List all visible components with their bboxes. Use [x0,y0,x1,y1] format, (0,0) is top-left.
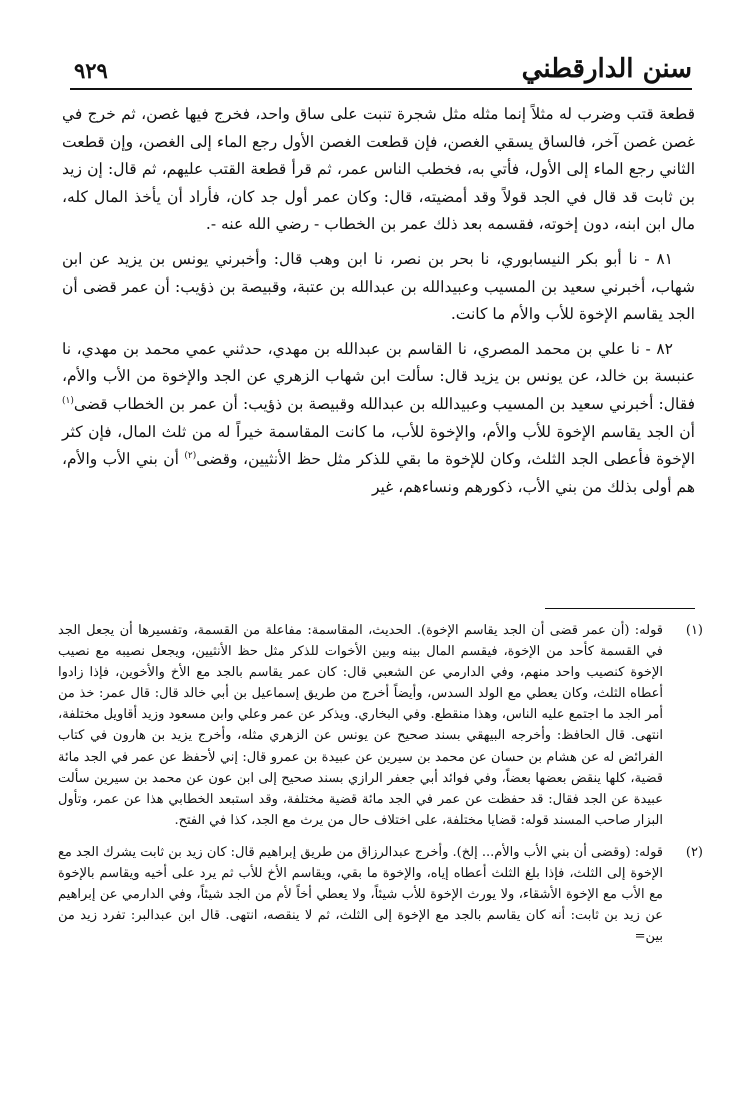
footnote [58,620,703,831]
book-title: سنن الدارقطني [521,54,692,84]
footnote-ref-1[interactable]: (١) [62,395,74,406]
page-number: ٩٢٩ [74,58,108,83]
footnote-text: قوله: (أن عمر قضى أن الجد يقاسم الإخوة). الحديث، المقاسمة: مفاعلة من القسمة، وتفسيرها أن يجعل الجد في القسمة كأحد من الإخوة، فيقسم المال بينه وبين الأخوات للذكر مثل حظ الأنثيين، ويجعل نصيبه مع نصيب الإخوة كنصيب واحد منهم، وفي الدارمي عن الشعبي قال: كان عمر يقاسم بالجد مع الأخ والأخوين، فإذا زادوا أعطاه الثلث، وكان يعطي مع الولد السدس، وأيضاً أخرج من طريق إسماعيل بن أبي خالد قال: قال عمر: خذ من أمر الجد ما اجتمع عليه الناس، وهذا منقطع. وفي البخاري. ويذكر عن عمر وعلي وابن مسعود وزيد أقاويل مختلفة، انتهى. قال الحافظ: وأخرجه البيهقي بسند صحيح عن يونس عن الزهري مثله، وأخرج يزيد بن هارون في كتاب الفرائض له عن هشام بن حسان عن محمد بن سيرين عن عبيدة بن عمرو قال: إني لأحفظ عن عمر في الجد مائة قضية، كلها ينقض بعضها بعضاً، وفي فوائد أبي جعفر الرازي بسند صحيح إلى ابن عون عن محمد بن سيرين سألت عبيدة عن الجد فقال: قد حفظت عن عمر في الجد مائة قضية مختلفة، وقد استبعد الخطابي هذا عن عمر، وتأول البزار صاحب المسند قوله: قضايا مختلفة، على اختلاف حال من يرث مع الجد، كذا في الفتح. [58,623,663,828]
footnote-ref-2[interactable]: (٢) [184,450,197,461]
hadith-82-text-3: أن بني الأب والأم، هم أولى بذلك من بني الأب، ذكورهم ونساءهم، غير [62,450,695,496]
footnote-number: (١) [685,623,703,638]
footnote-divider [545,608,695,609]
footnotes [58,620,703,947]
footnote-text: قوله: (وقضى أن بني الأب والأم... إلخ). وأخرج عبدالرزاق من طريق إبراهيم قال: كان زيد بن ثابت يشرك الجد مع الإخوة إلى الثلث، فإذا بلغ الثلث أعطاه إياه، والإخوة ما بقي، ويقاسم الأخ للأب ثم يرد على أخيه ويقاسم بالإخوة مع الأب مع الإخوة الأشقاء، ولا يورث الإخوة للأب شيئاً، ولا يعطي أخاً لأم من الجد شيئاً، وفي الدارمي عن إبراهيم عن زيد بن ثابت: أنه كان يقاسم بالجد مع الإخوة إلى الثلث، ثم لا ينقصه، انتهى. قال ابن عبدالبر: تفرد زيد من بين= [58,844,663,945]
main-text [62,101,695,501]
footnote [58,842,703,947]
header-rule [70,88,692,90]
hadith-81: ٨١ - نا أبو بكر النيسابوري، نا بحر بن نصر، نا ابن وهب قال: وأخبرني يونس بن يزيد عن ابن شهاب، أخبرني سعيد بن المسيب وعبيدالله بن عبدالله بن عتبة، وقبيصة بن ذؤيب: أن عمر قضى أن الجد يقاسم الإخوة للأب والأم ما كانت. [62,249,695,324]
hadith-82 [62,336,695,502]
paragraph-continuation: قطعة قتب وضرب له مثلاً إنما مثله مثل شجرة تنبت على ساق واحد، فخرج فيها غصن، ثم خرج في غصن غصن آخر، فالساق يسقي الغصن، فإن قطعت الغصن الأول رجع الماء إلى الغصن، وإن قطعت الثاني رجع الماء إلى الأول، فأتي به، فخطب الناس عمر، ثم قرأ قطعة القتب عليهم، ثم قال: إن زيد بن ثابت قد قال في الجد قولاً وقد أمضيته، قال: وكان عمر أول جد كان، فأراد أن يأخذ المال كله، مال ابن ابنه، دون إخوته، فقسمه بعد ذلك عمر بن الخطاب - رضي الله عنه -. [62,105,695,234]
hadith-82-text-1: ٨٢ - نا علي بن محمد المصري، نا القاسم بن عبدالله بن مهدي، حدثني عمي محمد بن مهدي، نا عنبسة بن خالد، عن يونس بن يزيد قال: سألت ابن شهاب الزهري عن الجد والإخوة من الأب والأم، فقال: أخبرني سعيد بن المسيب وعبيدالله بن عبدالله وقبيصة بن ذؤيب: أن عمر بن الخطاب قضى [62,339,695,413]
hadith-82-text-2: أن الجد يقاسم الإخوة للأب والأم، والإخوة للأب، ما كانت المقاسمة خيراً له من ثلث المال، فإن كثر الإخوة فأعطى الجد الثلث، وكان للإخوة ما بقي للذكر مثل حظ الأنثيين، وقضى [62,422,695,469]
footnote-number: (٢) [685,844,703,860]
page-header [70,50,692,90]
